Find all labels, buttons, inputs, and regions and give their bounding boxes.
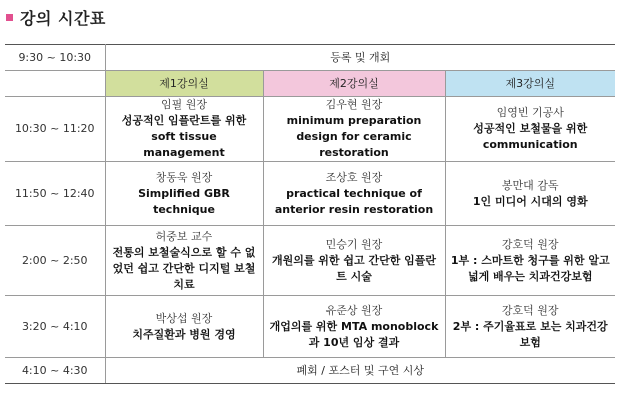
table-row — [5, 358, 615, 384]
speaker-name: 창동욱 원장 — [155, 170, 213, 184]
table-row — [5, 97, 615, 162]
table-row — [5, 296, 615, 358]
session-topic: 치주질환과 병원 경영 — [132, 327, 236, 341]
session-topic: 1부 : 스마트한 청구를 위한 알고 넓게 배우는 치과건강보험 — [450, 253, 610, 283]
time-cell: 2:00 ~ 2:50 — [5, 226, 105, 296]
session-topic: 성공적인 보철물을 위한 communication — [473, 122, 588, 151]
session-cell — [445, 226, 615, 296]
session-cell — [263, 97, 445, 162]
table-row — [5, 162, 615, 226]
session-cell — [445, 97, 615, 162]
schedule-table — [5, 44, 615, 384]
session-cell — [445, 296, 615, 358]
title-bullet-icon — [6, 14, 13, 21]
speaker-name: 강호덕 원장 — [501, 303, 559, 317]
speaker-name: 허중보 교수 — [155, 229, 213, 243]
session-topic: practical technique of anterior resin restoration — [274, 186, 434, 216]
session-cell — [263, 162, 445, 226]
speaker-name: 임필 원장 — [160, 98, 207, 111]
speaker-name: 임영빈 기공사 — [496, 106, 564, 119]
speaker-name: 민승기 원장 — [325, 237, 383, 251]
session-topic: 성공적인 임플란트를 위한 soft tissue management — [121, 114, 247, 159]
session-cell — [445, 162, 615, 226]
speaker-name: 유준상 원장 — [325, 303, 383, 317]
session-topic: 2부 : 주기율표로 보는 치과건강보험 — [452, 319, 608, 349]
session-topic: 개원의를 위한 쉽고 간단한 임플란트 시술 — [271, 253, 437, 283]
session-cell — [263, 226, 445, 296]
room-header-2: 제2강의실 — [263, 71, 445, 97]
opening-cell: 등록 및 개회 — [105, 45, 615, 71]
session-topic: Simplified GBR technique — [138, 186, 230, 216]
time-cell: 3:20 ~ 4:10 — [5, 296, 105, 358]
session-topic: minimum preparation design for ceramic restoration — [286, 114, 422, 159]
session-cell — [105, 97, 263, 162]
session-topic: 전통의 보철술식으로 할 수 없었던 쉽고 간단한 디지털 보철치료 — [112, 245, 256, 291]
speaker-name: 김우현 원장 — [325, 98, 383, 111]
speaker-name: 강호덕 원장 — [501, 237, 559, 251]
session-topic: 1인 미디어 시대의 영화 — [472, 194, 588, 208]
page-title: 강의 시간표 — [20, 9, 106, 28]
speaker-name: 봉만대 감독 — [501, 178, 559, 192]
table-row — [5, 226, 615, 296]
speaker-name: 박상섭 원장 — [155, 311, 213, 325]
time-cell: 11:50 ~ 12:40 — [5, 162, 105, 226]
blank-cell — [5, 71, 105, 97]
room-header-3: 제3강의실 — [445, 71, 615, 97]
session-cell — [263, 296, 445, 358]
time-cell: 4:10 ~ 4:30 — [5, 358, 105, 384]
closing-cell: 폐회 / 포스터 및 구연 시상 — [105, 358, 615, 384]
room-header-row — [5, 71, 615, 97]
session-cell — [105, 162, 263, 226]
session-cell — [105, 296, 263, 358]
time-cell: 10:30 ~ 11:20 — [5, 97, 105, 162]
session-topic: 개업의를 위한 MTA monoblock과 10년 임상 결과 — [269, 319, 439, 349]
table-row — [5, 45, 615, 71]
time-cell: 9:30 ~ 10:30 — [5, 45, 105, 71]
speaker-name: 조상호 원장 — [325, 170, 383, 184]
page-header — [6, 6, 106, 29]
room-header-1: 제1강의실 — [105, 71, 263, 97]
session-cell — [105, 226, 263, 296]
